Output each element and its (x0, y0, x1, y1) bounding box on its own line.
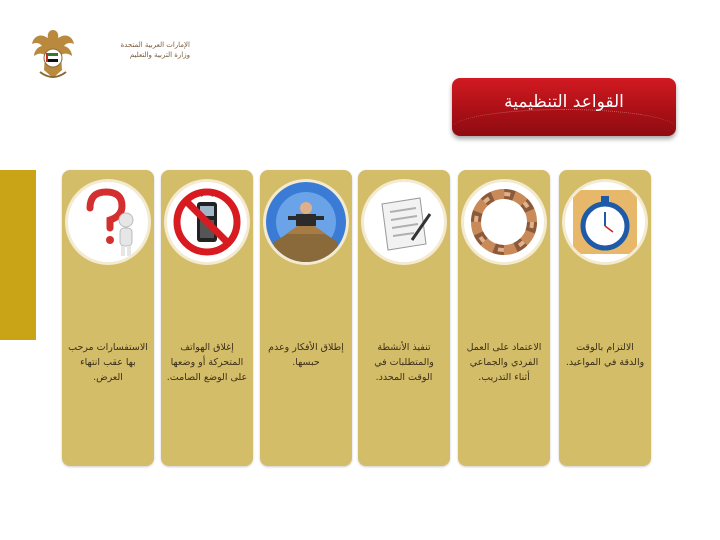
stopwatch-icon (565, 182, 645, 262)
rule-text: تنفيذ الأنشطة والمتطلبات في الوقت المحدد. (374, 342, 434, 383)
rule-text: إطلاق الأفكار وعدم حبسها. (268, 342, 344, 368)
side-accent-block (0, 170, 36, 340)
ministry-logo (30, 26, 190, 82)
document-pen-icon (364, 182, 444, 262)
card-image-frame (68, 182, 148, 262)
rule-text: الاستفسارات مرحب بها عقب انتهاء العرض. (68, 342, 148, 383)
rule-card-phones (161, 170, 253, 466)
ministry-name-line1: الإمارات العربية المتحدة (120, 41, 190, 49)
title-banner (452, 78, 676, 136)
card-image-frame (167, 182, 247, 262)
hands-circle-icon (464, 182, 544, 262)
rooftop-idea-icon (266, 182, 346, 262)
rule-text: الاعتماد على العمل الفردي والجماعي أثناء التدريب. (466, 342, 542, 383)
no-phone-icon (167, 182, 247, 262)
card-image-frame (364, 182, 444, 262)
rule-card-punctuality (559, 170, 651, 466)
page-title: القواعد التنظيمية (504, 92, 624, 112)
ministry-name-line2: وزارة التربية والتعليم (129, 51, 190, 59)
card-image-frame (565, 182, 645, 262)
card-image-frame (266, 182, 346, 262)
falcon-emblem-icon (30, 26, 76, 82)
card-image-frame (464, 182, 544, 262)
rule-text: إغلاق الهواتف المتحركة أو وضعها على الوضع الصامت. (166, 342, 248, 383)
rule-card-activities (358, 170, 450, 466)
rule-card-ideas (260, 170, 352, 466)
rule-text: الالتزام بالوقت والدقة في المواعيد. (565, 342, 645, 368)
rule-card-questions (62, 170, 154, 466)
question-person-icon (68, 182, 148, 262)
rule-card-teamwork (458, 170, 550, 466)
